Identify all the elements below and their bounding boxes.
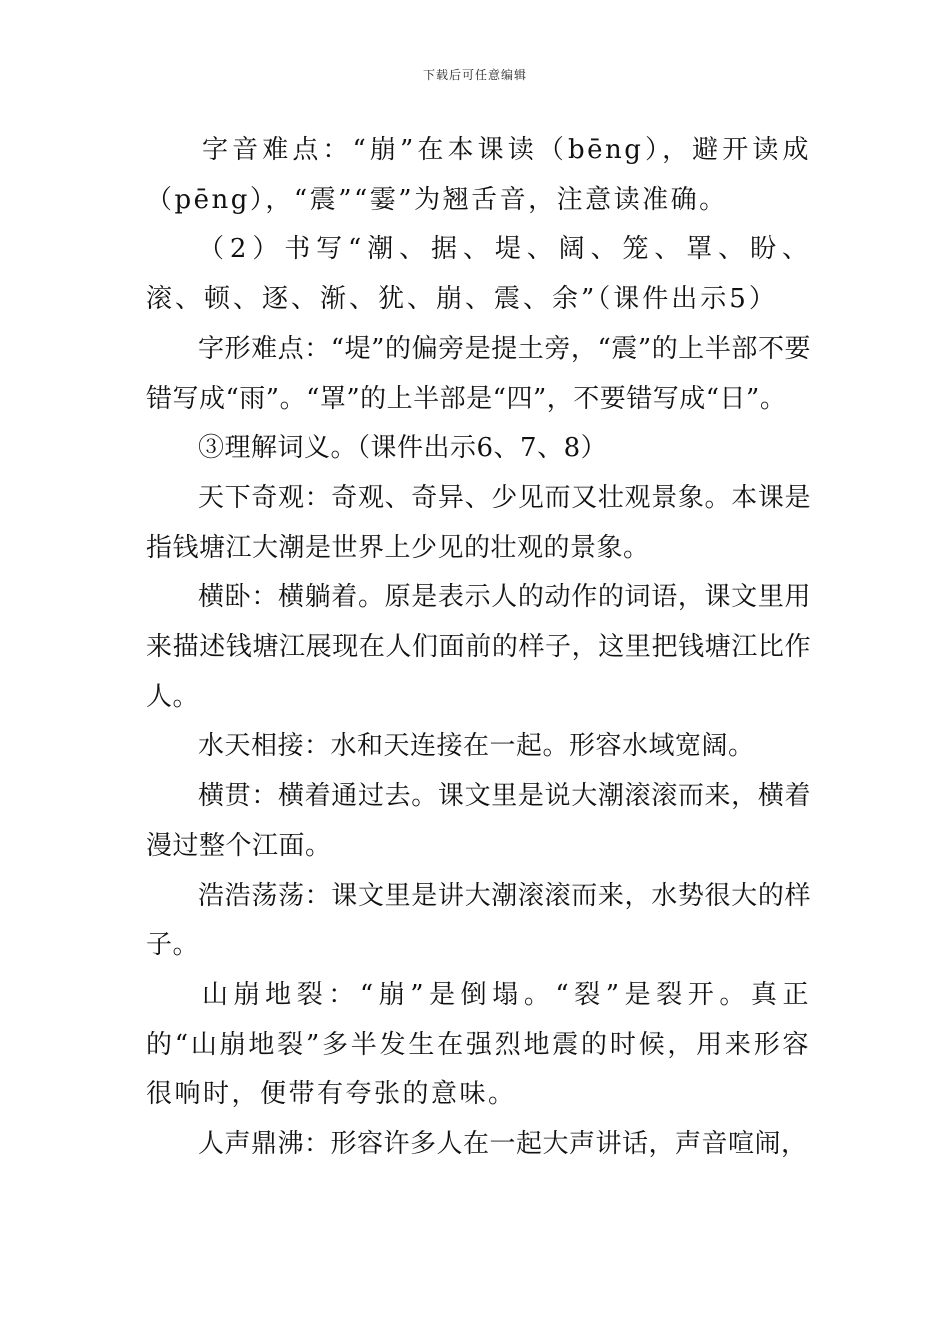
- paragraph-def-hengwo: 横卧：横躺着。原是表示人的动作的词语，课文里用来描述钱塘江展现在人们面前的样子，这里把钱塘江比作人。: [146, 582, 811, 712]
- page-header: 下载后可任意编辑: [422, 68, 527, 82]
- paragraph-def-haohaodangdang: 浩浩荡荡：课文里是讲大潮滚滚而来，水势很大的样子。: [146, 880, 811, 961]
- paragraph-writing-practice: （2）书写“潮、据、堤、阔、笼、罩、盼、滚、顿、逐、渐、犹、崩、震、余”（课件出示5）: [146, 234, 811, 315]
- paragraph-def-shuitianxiangjie: 水天相接：水和天连接在一起。形容水域宽阔。: [198, 731, 755, 762]
- paragraph-shape-difficulty: 字形难点：“堤”的偏旁是提土旁，“震”的上半部不要错写成“雨”。“罩”的上半部是“四”，不要错写成“日”。: [146, 333, 811, 414]
- paragraph-def-tianxiaqiguan: 天下奇观：奇观、奇异、少见而又壮观景象。本课是指钱塘江大潮是世界上少见的壮观的景象。: [146, 482, 811, 563]
- document-body: [146, 126, 811, 1170]
- paragraph-understand-words: ③理解词义。（课件出示6、7、8）: [198, 433, 608, 464]
- paragraph-def-renshengdingfei: 人声鼎沸：形容许多人在一起大声讲话，声音喧闹，: [198, 1129, 808, 1160]
- paragraph-def-shanbengdilie: 山崩地裂：“崩”是倒塌。“裂”是裂开。真正的“山崩地裂”多半发生在强烈地震的时候，用来形容很响时，便带有夸张的意味。: [146, 979, 811, 1110]
- paragraph-def-hengguan: 横贯：横着通过去。课文里是说大潮滚滚而来，横着漫过整个江面。: [146, 781, 811, 861]
- paragraph-pronunciation-difficulty: 字音难点：“崩”在本课读（bēng），避开读成（pēng），“震”“霎”为翘舌音，注意读准确。: [146, 135, 811, 215]
